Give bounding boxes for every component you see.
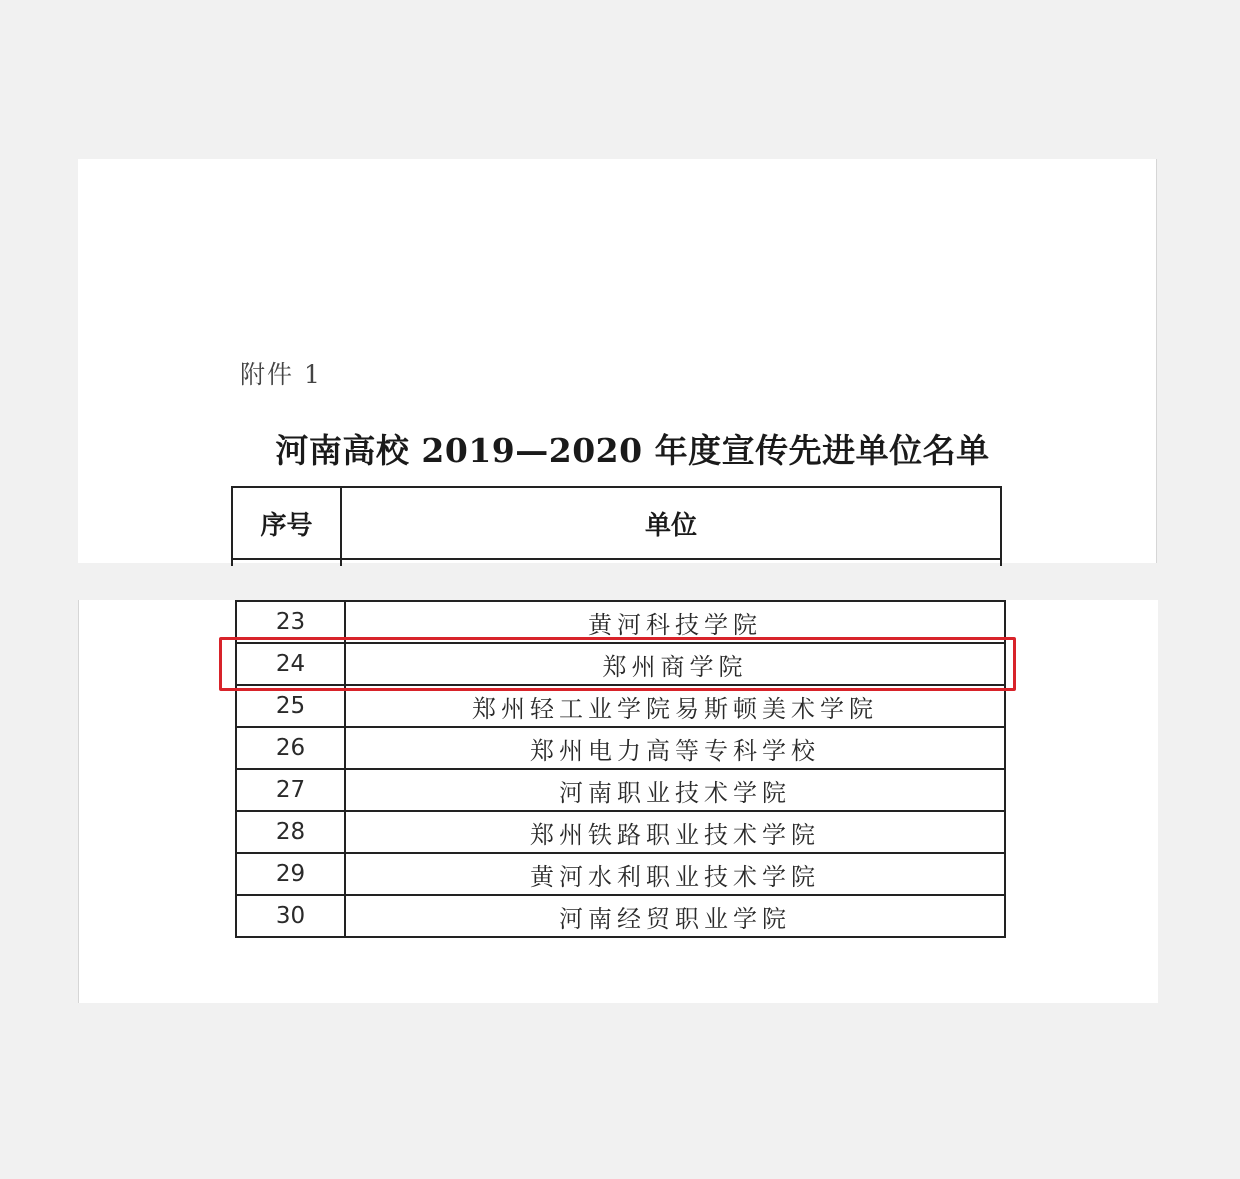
column-header-number: 序号 [232, 487, 341, 559]
row-number: 30 [236, 895, 345, 937]
row-unit: 郑州电力高等专科学校 [345, 727, 1005, 769]
document-page-top [78, 159, 1157, 563]
table-row-stub [232, 559, 341, 566]
document-title: 河南高校 2019—2020 年度宣传先进单位名单 [275, 431, 990, 470]
row-number: 25 [236, 685, 345, 727]
table-row-highlighted [236, 643, 1005, 685]
units-table [235, 600, 1006, 938]
row-number: 23 [236, 601, 345, 643]
document-page-bottom [78, 600, 1158, 1003]
table-row [236, 895, 1005, 937]
row-unit: 黄河水利职业技术学院 [345, 853, 1005, 895]
table-row [236, 601, 1005, 643]
table-header [231, 486, 1002, 566]
row-unit: 黄河科技学院 [345, 601, 1005, 643]
row-unit: 郑州商学院 [345, 643, 1005, 685]
attachment-label: 附件 1 [240, 360, 322, 389]
table-row [236, 853, 1005, 895]
row-unit: 郑州铁路职业技术学院 [345, 811, 1005, 853]
row-number: 28 [236, 811, 345, 853]
row-unit: 河南经贸职业学院 [345, 895, 1005, 937]
row-number: 24 [236, 643, 345, 685]
table-row [236, 727, 1005, 769]
row-number: 29 [236, 853, 345, 895]
row-number: 26 [236, 727, 345, 769]
table-row [236, 811, 1005, 853]
row-unit: 郑州轻工业学院易斯顿美术学院 [345, 685, 1005, 727]
row-number: 27 [236, 769, 345, 811]
column-header-unit: 单位 [341, 487, 1001, 559]
table-row [236, 769, 1005, 811]
table-row-stub [341, 559, 1001, 566]
table-row [236, 685, 1005, 727]
row-unit: 河南职业技术学院 [345, 769, 1005, 811]
